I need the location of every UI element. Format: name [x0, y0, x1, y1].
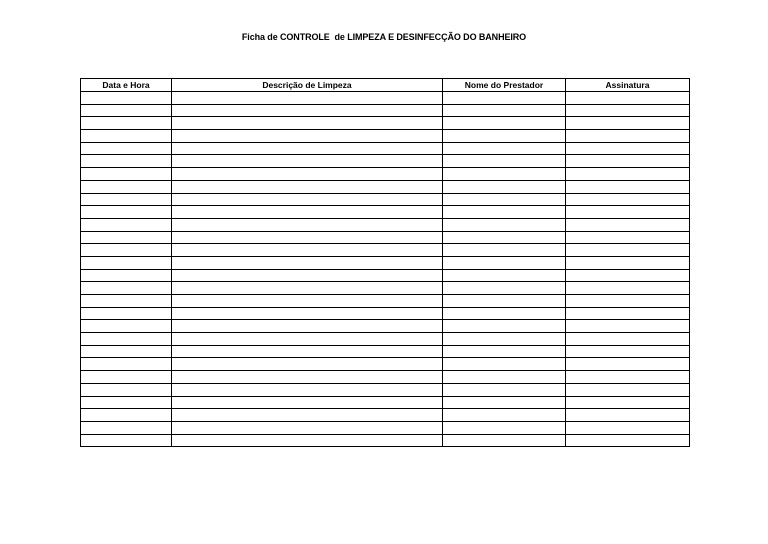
- table-row: [81, 421, 690, 434]
- cell-date-time[interactable]: [81, 396, 172, 409]
- cell-date-time[interactable]: [81, 320, 172, 333]
- cell-provider-name[interactable]: [443, 244, 566, 257]
- table-row: [81, 244, 690, 257]
- table-row: [81, 371, 690, 384]
- cell-cleaning-description[interactable]: [172, 92, 443, 105]
- cell-provider-name[interactable]: [443, 269, 566, 282]
- cell-date-time[interactable]: [81, 333, 172, 346]
- table-row: [81, 142, 690, 155]
- table-row: [81, 231, 690, 244]
- table-row: [81, 307, 690, 320]
- cell-signature[interactable]: [566, 307, 690, 320]
- table-row: [81, 282, 690, 295]
- table-body: [81, 92, 690, 447]
- cell-signature[interactable]: [566, 409, 690, 422]
- table-row: [81, 117, 690, 130]
- table-row: [81, 130, 690, 143]
- cell-signature[interactable]: [566, 130, 690, 143]
- cell-provider-name[interactable]: [443, 434, 566, 447]
- cell-signature[interactable]: [566, 193, 690, 206]
- cell-signature[interactable]: [566, 92, 690, 105]
- cell-signature[interactable]: [566, 168, 690, 181]
- table-row: [81, 409, 690, 422]
- cell-provider-name[interactable]: [443, 345, 566, 358]
- cell-signature[interactable]: [566, 180, 690, 193]
- cell-date-time[interactable]: [81, 231, 172, 244]
- cell-signature[interactable]: [566, 155, 690, 168]
- cell-cleaning-description[interactable]: [172, 371, 443, 384]
- cell-cleaning-description[interactable]: [172, 206, 443, 219]
- table-row: [81, 269, 690, 282]
- cell-signature[interactable]: [566, 142, 690, 155]
- control-table: [80, 78, 690, 447]
- cell-provider-name[interactable]: [443, 206, 566, 219]
- cell-date-time[interactable]: [81, 244, 172, 257]
- table-row: [81, 168, 690, 181]
- cell-cleaning-description[interactable]: [172, 218, 443, 231]
- table-row: [81, 396, 690, 409]
- cell-date-time[interactable]: [81, 409, 172, 422]
- cell-date-time[interactable]: [81, 269, 172, 282]
- table-row: [81, 333, 690, 346]
- cell-signature[interactable]: [566, 358, 690, 371]
- table-row: [81, 104, 690, 117]
- cell-signature[interactable]: [566, 371, 690, 384]
- cell-cleaning-description[interactable]: [172, 180, 443, 193]
- cell-signature[interactable]: [566, 421, 690, 434]
- cell-signature[interactable]: [566, 282, 690, 295]
- cell-cleaning-description[interactable]: [172, 130, 443, 143]
- cell-provider-name[interactable]: [443, 295, 566, 308]
- cell-cleaning-description[interactable]: [172, 409, 443, 422]
- cell-provider-name[interactable]: [443, 180, 566, 193]
- cell-provider-name[interactable]: [443, 358, 566, 371]
- cell-signature[interactable]: [566, 383, 690, 396]
- table-row: [81, 320, 690, 333]
- cell-cleaning-description[interactable]: [172, 421, 443, 434]
- table-header-row: [81, 79, 690, 92]
- cell-provider-name[interactable]: [443, 168, 566, 181]
- cell-provider-name[interactable]: [443, 117, 566, 130]
- table-row: [81, 92, 690, 105]
- cell-cleaning-description[interactable]: [172, 295, 443, 308]
- cell-cleaning-description[interactable]: [172, 269, 443, 282]
- cell-date-time[interactable]: [81, 307, 172, 320]
- cell-date-time[interactable]: [81, 383, 172, 396]
- cell-cleaning-description[interactable]: [172, 345, 443, 358]
- cell-cleaning-description[interactable]: [172, 244, 443, 257]
- cell-signature[interactable]: [566, 244, 690, 257]
- cell-date-time[interactable]: [81, 168, 172, 181]
- cell-date-time[interactable]: [81, 434, 172, 447]
- cell-signature[interactable]: [566, 333, 690, 346]
- cell-provider-name[interactable]: [443, 218, 566, 231]
- cell-date-time[interactable]: [81, 371, 172, 384]
- cell-cleaning-description[interactable]: [172, 358, 443, 371]
- cell-signature[interactable]: [566, 256, 690, 269]
- column-header-provider-name: Nome do Prestador: [443, 79, 566, 92]
- cell-date-time[interactable]: [81, 345, 172, 358]
- cell-signature[interactable]: [566, 295, 690, 308]
- cell-cleaning-description[interactable]: [172, 307, 443, 320]
- cell-signature[interactable]: [566, 434, 690, 447]
- cell-date-time[interactable]: [81, 206, 172, 219]
- cell-provider-name[interactable]: [443, 371, 566, 384]
- cell-date-time[interactable]: [81, 358, 172, 371]
- cell-signature[interactable]: [566, 231, 690, 244]
- cell-date-time[interactable]: [81, 193, 172, 206]
- cell-cleaning-description[interactable]: [172, 193, 443, 206]
- cell-signature[interactable]: [566, 396, 690, 409]
- table-row: [81, 256, 690, 269]
- cell-signature[interactable]: [566, 320, 690, 333]
- column-header-signature: Assinatura: [566, 79, 690, 92]
- column-header-date-time: Data e Hora: [81, 79, 172, 92]
- column-header-cleaning-description: Descrição de Limpeza: [172, 79, 443, 92]
- table-row: [81, 180, 690, 193]
- cell-date-time[interactable]: [81, 180, 172, 193]
- cell-provider-name[interactable]: [443, 421, 566, 434]
- cell-date-time[interactable]: [81, 218, 172, 231]
- cell-cleaning-description[interactable]: [172, 320, 443, 333]
- cell-provider-name[interactable]: [443, 383, 566, 396]
- cell-cleaning-description[interactable]: [172, 117, 443, 130]
- cell-signature[interactable]: [566, 104, 690, 117]
- cell-provider-name[interactable]: [443, 104, 566, 117]
- table-row: [81, 345, 690, 358]
- cell-cleaning-description[interactable]: [172, 333, 443, 346]
- cell-cleaning-description[interactable]: [172, 155, 443, 168]
- cell-signature[interactable]: [566, 117, 690, 130]
- cell-date-time[interactable]: [81, 130, 172, 143]
- cell-date-time[interactable]: [81, 256, 172, 269]
- cell-cleaning-description[interactable]: [172, 168, 443, 181]
- cell-signature[interactable]: [566, 206, 690, 219]
- cell-cleaning-description[interactable]: [172, 256, 443, 269]
- cell-provider-name[interactable]: [443, 231, 566, 244]
- cell-date-time[interactable]: [81, 92, 172, 105]
- cell-date-time[interactable]: [81, 295, 172, 308]
- cell-date-time[interactable]: [81, 142, 172, 155]
- cell-provider-name[interactable]: [443, 409, 566, 422]
- cell-cleaning-description[interactable]: [172, 282, 443, 295]
- cell-cleaning-description[interactable]: [172, 104, 443, 117]
- cell-provider-name[interactable]: [443, 92, 566, 105]
- table-row: [81, 358, 690, 371]
- cell-date-time[interactable]: [81, 104, 172, 117]
- cell-provider-name[interactable]: [443, 193, 566, 206]
- table-row: [81, 206, 690, 219]
- table-row: [81, 383, 690, 396]
- cell-date-time[interactable]: [81, 117, 172, 130]
- cell-provider-name[interactable]: [443, 307, 566, 320]
- table-row: [81, 193, 690, 206]
- cell-provider-name[interactable]: [443, 155, 566, 168]
- table-row: [81, 295, 690, 308]
- cell-signature[interactable]: [566, 218, 690, 231]
- page-title: Ficha de CONTROLE de LIMPEZA E DESINFECÇÃO DO BANHEIRO: [241, 32, 527, 42]
- cell-provider-name[interactable]: [443, 333, 566, 346]
- cell-cleaning-description[interactable]: [172, 434, 443, 447]
- cell-signature[interactable]: [566, 345, 690, 358]
- cell-date-time[interactable]: [81, 421, 172, 434]
- table-row: [81, 155, 690, 168]
- cell-provider-name[interactable]: [443, 142, 566, 155]
- cell-cleaning-description[interactable]: [172, 231, 443, 244]
- cell-signature[interactable]: [566, 269, 690, 282]
- table-row: [81, 218, 690, 231]
- cell-date-time[interactable]: [81, 155, 172, 168]
- cell-cleaning-description[interactable]: [172, 396, 443, 409]
- cell-provider-name[interactable]: [443, 320, 566, 333]
- table-row: [81, 434, 690, 447]
- cell-provider-name[interactable]: [443, 130, 566, 143]
- cell-cleaning-description[interactable]: [172, 383, 443, 396]
- cell-cleaning-description[interactable]: [172, 142, 443, 155]
- cell-provider-name[interactable]: [443, 396, 566, 409]
- cell-provider-name[interactable]: [443, 282, 566, 295]
- cell-provider-name[interactable]: [443, 256, 566, 269]
- cell-date-time[interactable]: [81, 282, 172, 295]
